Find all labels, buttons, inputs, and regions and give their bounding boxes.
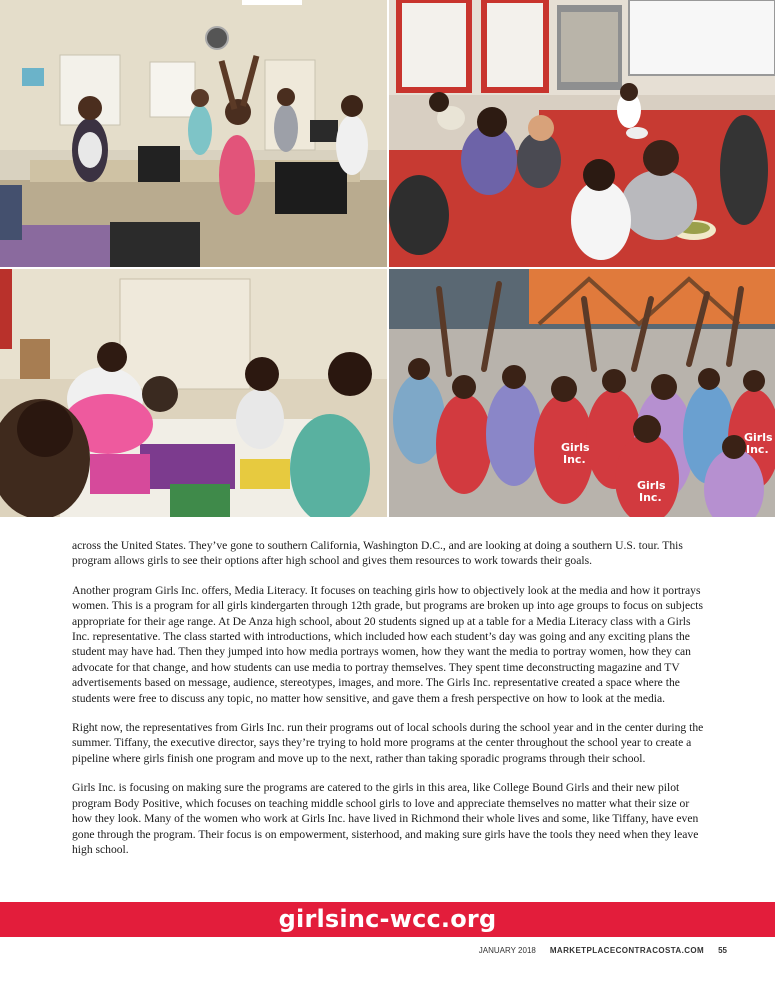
article-paragraph-2: Another program Girls Inc. offers, Media Literacy. It focuses on teaching girls how to objectively look at the media and how it portrays women. This is a program for all girls kindergarten through 12th grade, but programs are broken up into age groups to focus on subjects appropriate for their age range. At De Anza high school, about 20 students signed up at a table for a Media Literacy class with a Girls Inc. representative. The class started with introductions, which included how each student’s day was going and any exciting plans the student may have had. Then they jumped into how media portrays women, how they want the media to portray women, how they can advocate for that change, and how students can use media to portray themselves. They spent time deconstructing magazine and TV advertisements based on message, audience, stereotypes, images, and more. The Girls Inc. representative created a space where the students were free to discuss any topic, no matter how sensitive, and gave them a fresh perspective on how to look at the media.	[72, 583, 703, 705]
issue-date: JANUARY 2018	[478, 946, 536, 955]
photo-group-cheer	[389, 269, 775, 517]
article-body	[72, 538, 706, 871]
publication-name: MARKETPLACECONTRACOSTA.COM	[549, 946, 705, 955]
photo-classroom-lunch	[389, 0, 775, 267]
page-number: 55	[718, 946, 727, 955]
svg-text:Inc.: Inc.	[563, 453, 586, 466]
article-paragraph-3: Right now, the representatives from Girls Inc. run their programs out of local schools during the school year and in the center during the summer. Tiffany, the executive director, says they’re trying to hold more programs at the center throughout the school year to create a pipeline where girls finish one program and move up to the next, rather than taking sporadic programs through their school.	[72, 721, 704, 765]
svg-text:Girls: Girls	[561, 441, 590, 454]
website-banner	[0, 902, 775, 937]
photo-computer-lab	[0, 0, 387, 267]
svg-text:Inc.: Inc.	[746, 443, 769, 456]
article-paragraph-4: Girls Inc. is focusing on making sure the programs are catered to the girls in this area, like College Bound Girls and their new pilot program Body Positive, which focuses on teaching middle school girls to love and appreciate themselves no matter what their size or how they look. Many of the women who work at Girls Inc. have lived in Richmond their whole lives and some, like Tiffany, have even gone through the program. Their focus is on empowerment, sisterhood, and making sure girls have the tools they need when they leave high school.	[72, 781, 699, 856]
svg-text:Girls: Girls	[744, 431, 773, 444]
website-url-link[interactable]: girlsinc-wcc.org	[278, 905, 497, 933]
page-footer	[479, 946, 727, 955]
svg-text:Inc.: Inc.	[639, 491, 662, 504]
article-paragraph-1: across the United States. They’ve gone to southern California, Washington D.C., and are looking at doing a southern U.S. tour. This program allows girls to see their options after high school and gives them resources to work towards their goals.	[72, 539, 683, 568]
svg-text:Girls: Girls	[637, 479, 666, 492]
photo-crafts-table	[0, 269, 387, 517]
